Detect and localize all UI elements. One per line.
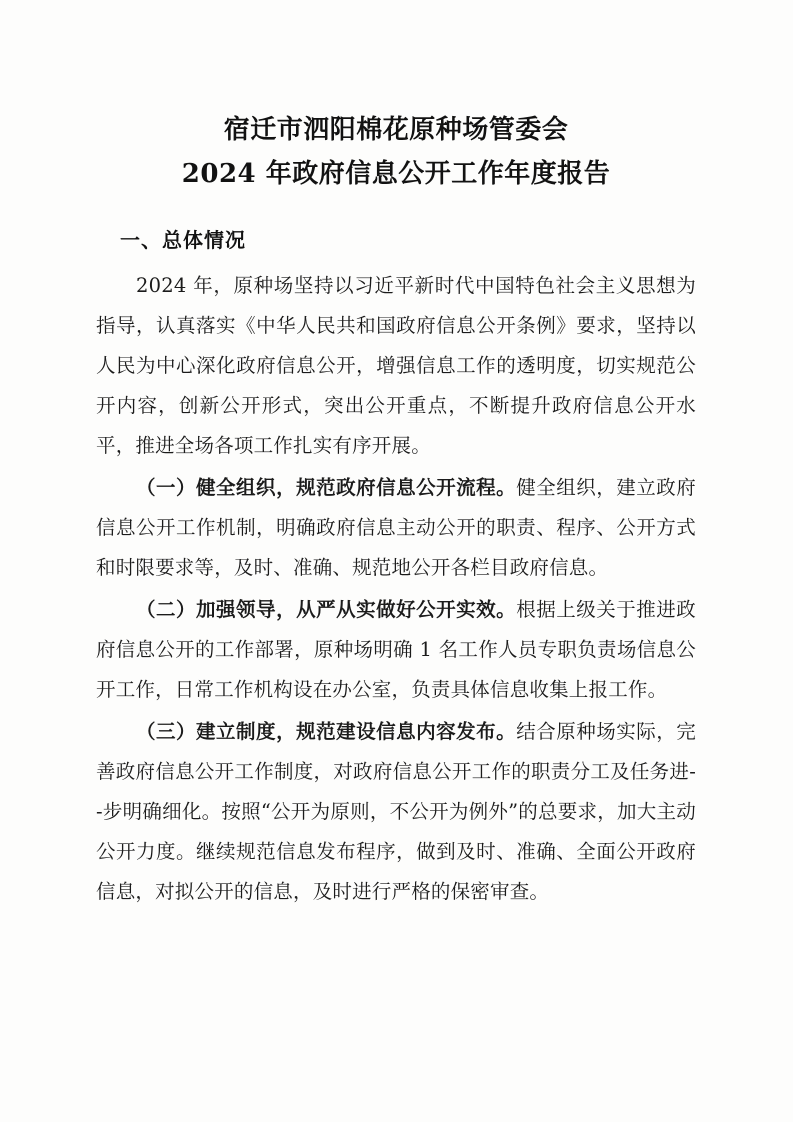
paragraph-text-2: 根据上级关于推进政府信息公开的工作部署，原种场明确 1 名工作人员专职负责场信息公开工作，日常工作机构设在办公室，负责具体信息收集上报工作。 [96,598,696,701]
paragraph-text-1: 健全组织，建立政府信息公开工作机制，明确政府信息主动公开的职责、程序、公开方式和时限要求等，及时、准确、规范地公开各栏目政府信息。 [96,476,696,579]
paragraph-item-2 [96,590,696,710]
paragraph-text: 2024 年，原种场坚持以习近平新时代中国特色社会主义思想为指导，认真落实《中华人民共和国政府信息公开条例》要求，坚持以人民为中心深化政府信息公开，增强信息工作的透明度，切实规范公开内容，创新公开形式，突出公开重点，不断提升政府信息公开水平，推进全场各项工作扎实有序开展。 [96,274,696,457]
page-title [96,108,696,196]
page-title-line-1: 宿迁市泗阳棉花原种场管委会 [223,115,569,145]
page-title-line-2: 2024 年政府信息公开工作年度报告 [181,159,611,189]
section-heading-overall: 一、总体情况 [120,228,246,252]
paragraph-lead-2: （二）加强领导，从严从实做好公开实效。 [136,598,517,621]
paragraph-lead-3: （三）建立制度，规范建设信息内容发布。 [136,720,517,743]
paragraph-lead-1: （一）健全组织，规范政府信息公开流程。 [136,476,517,499]
paragraph-text-3: 结合原种场实际，完善政府信息公开工作制度，对政府信息公开工作的职责分工及任务进--步明确细化。按照“公开为原则，不公开为例外”的总要求，加大主动公开力度。继续规范信息发布程序，做到及时、准确、全面公开政府信息，对拟公开的信息，及时进行严格的保密审查。 [96,720,696,903]
paragraph-item-3 [96,712,696,912]
document-body [96,108,696,914]
paragraph-item-1 [96,468,696,588]
paragraph-overall-intro [96,266,696,466]
